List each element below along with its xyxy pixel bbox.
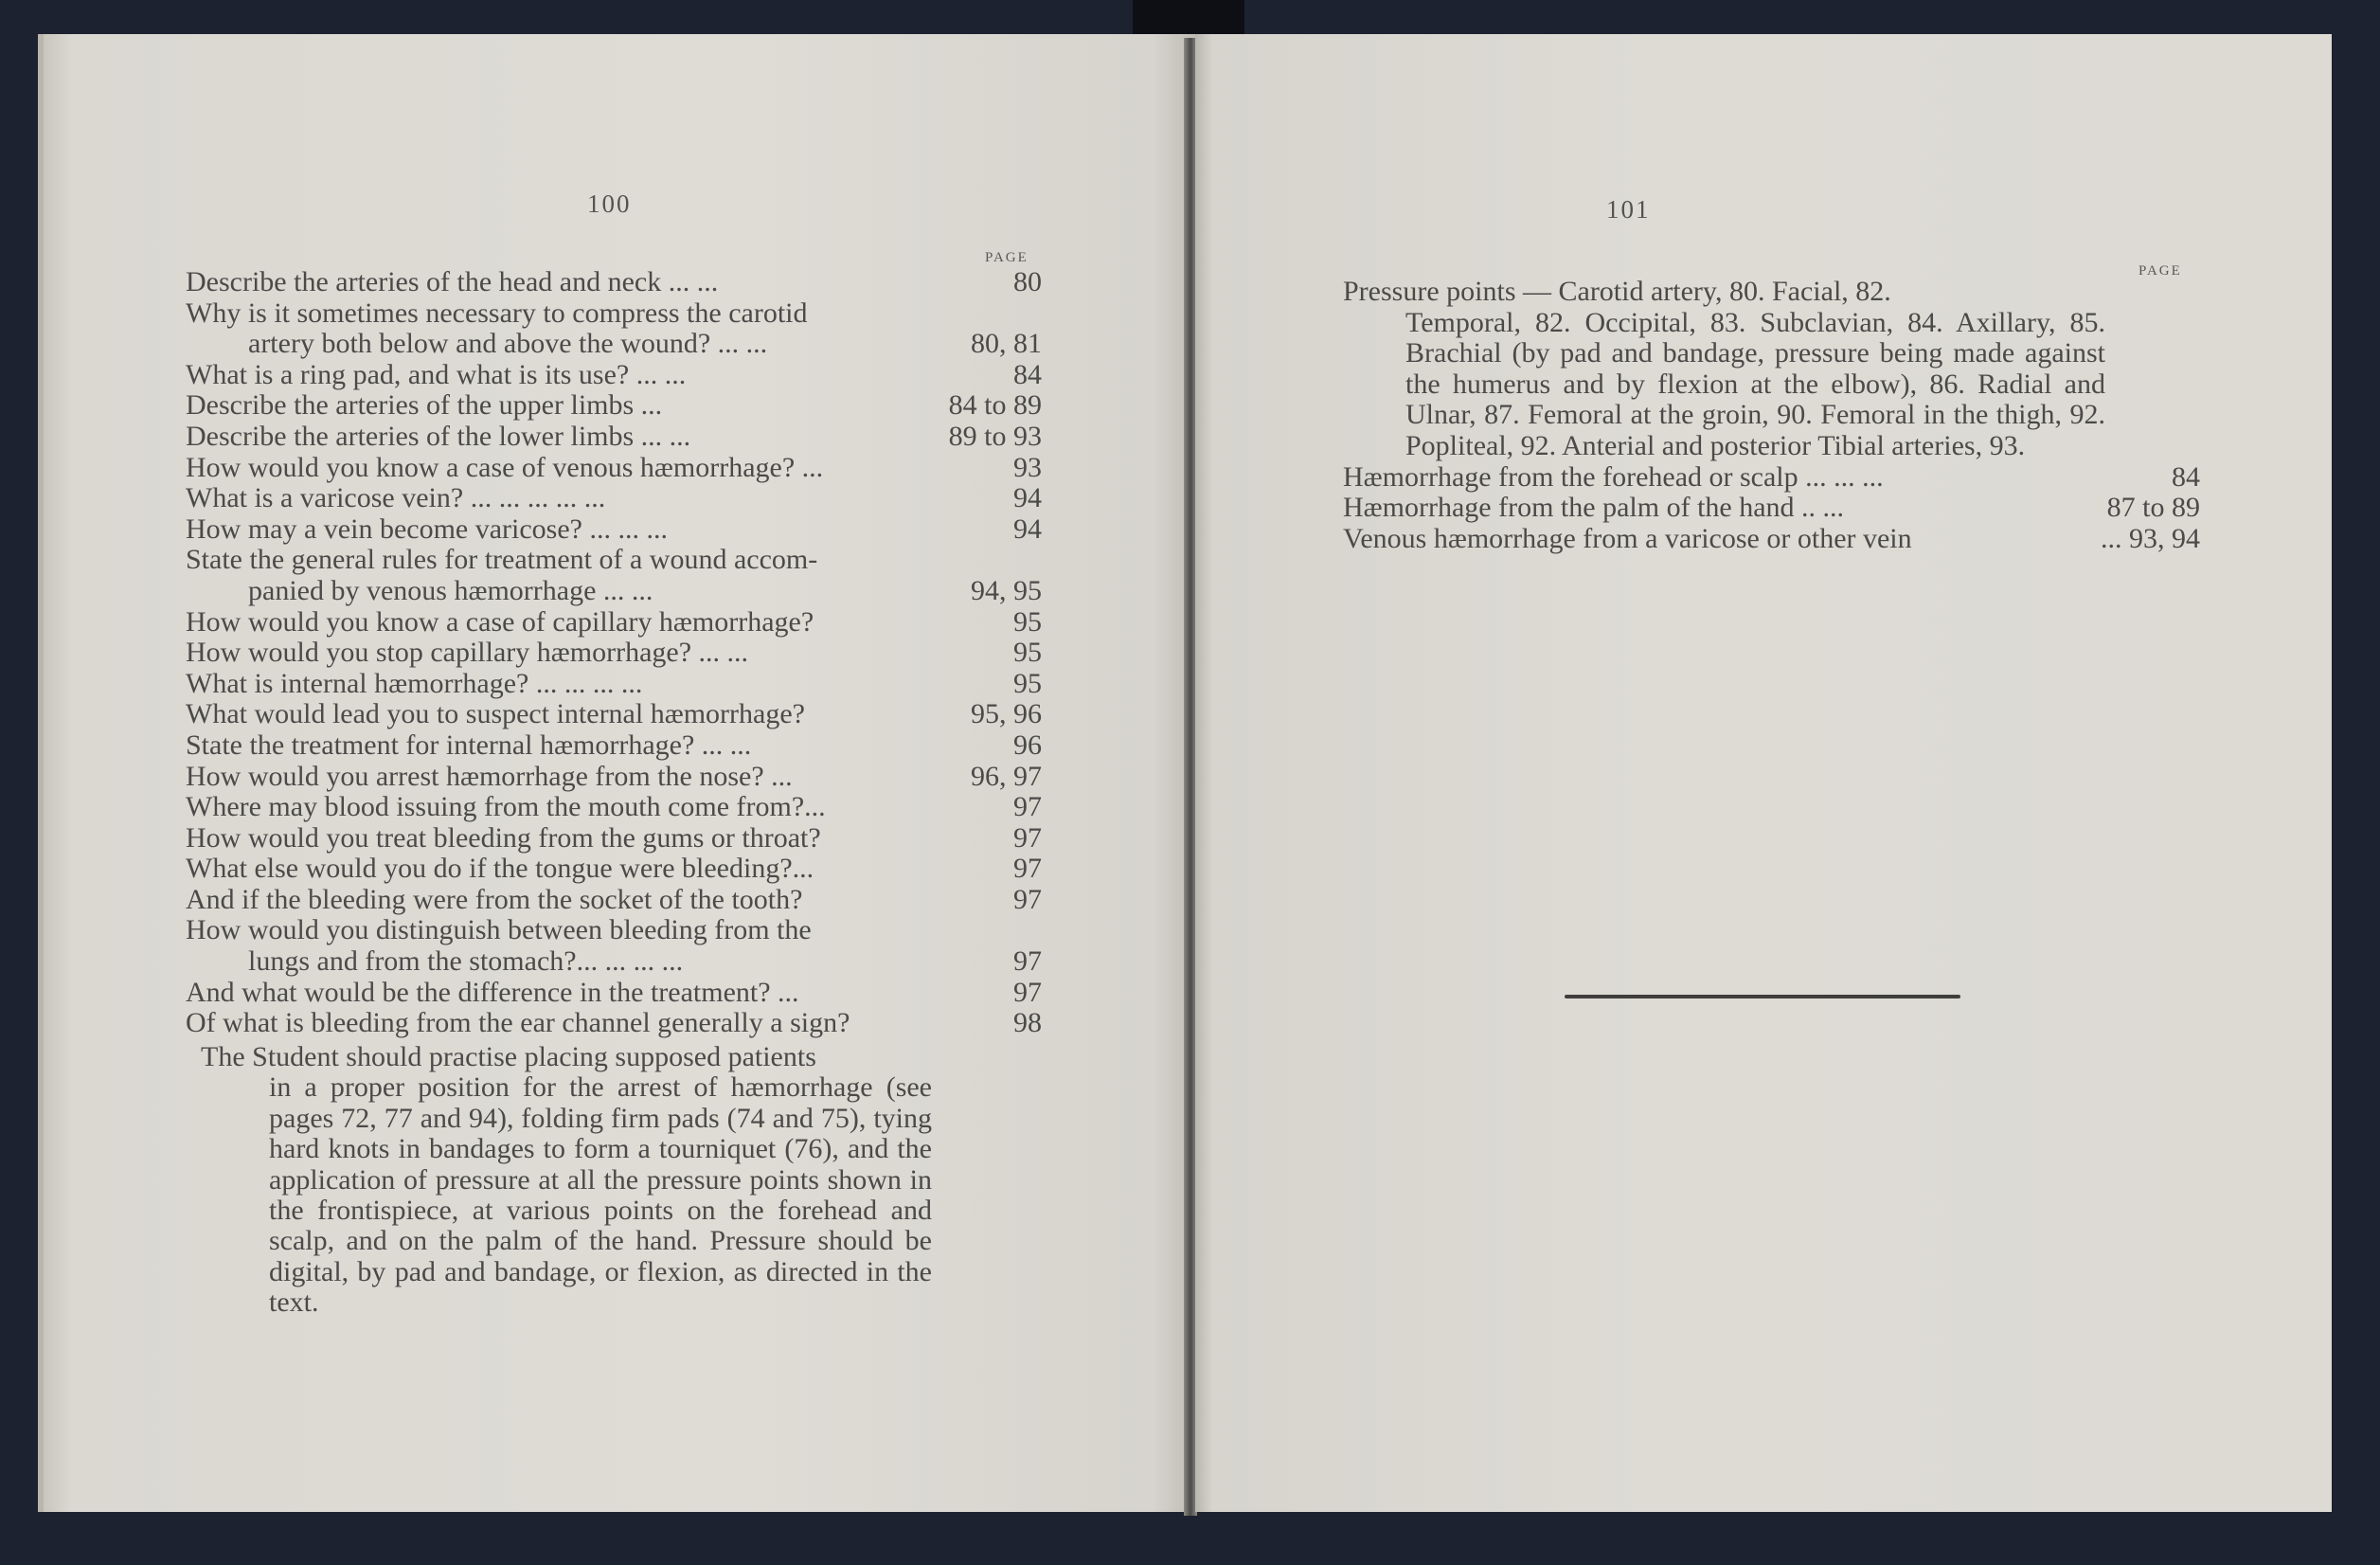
entry-text: What would lead you to suspect internal hæmorrhage? [186, 698, 805, 730]
entry-text: What else would you do if the tongue were bleeding?... [186, 853, 814, 885]
list-item [186, 823, 1042, 854]
entry-text: How would you distinguish between bleeding from the [186, 914, 812, 946]
student-note-body: in a proper position for the arrest of hæmorrhage (see pages 72, 77 and 94), folding firm pads (74 and 75), tying hard knots in bandages to form a tourniquet (76), and the application of pressure at all the pressure points shown in the frontispiece, at various points on the forehead and scalp, and on the palm of the hand. Pressure should be digital, by pad and bandage, or flexion, as directed in the text. [269, 1071, 932, 1319]
entry-page: 95 [1013, 637, 1042, 669]
list-item [1343, 462, 2200, 494]
entry-text: How would you arrest hæmorrhage from the nose? ... [186, 760, 793, 792]
entry-text: How would you stop capillary hæmorrhage? ... ... [186, 637, 749, 669]
entry-text: How would you know a case of capillary hæmorrhage? [186, 605, 814, 638]
list-item [186, 669, 1042, 700]
list-item [186, 1008, 1042, 1039]
entry-text: Hæmorrhage from the forehead or scalp ... ... ... [1343, 460, 1884, 493]
list-item [186, 978, 1042, 1009]
entry-page: 97 [1013, 853, 1042, 885]
entry-text: What is a ring pad, and what is its use? ... ... [186, 358, 687, 390]
entry-page: ... 93, 94 [2101, 522, 2200, 554]
list-item [186, 607, 1042, 639]
list-item [186, 854, 1042, 885]
entry-page: 97 [1013, 821, 1042, 854]
entry-text: And if the bleeding were from the socket of the tooth? [186, 883, 803, 915]
list-item [186, 792, 1042, 823]
entry-page: 93 [1013, 451, 1042, 483]
entry-text: State the general rules for treatment of a wound accom- [186, 544, 818, 576]
left-folio: 100 [587, 189, 632, 218]
entry-text: Describe the arteries of the lower limbs ... ... [186, 420, 691, 452]
entry-text: How may a vein become varicose? ... ... ... [186, 513, 668, 545]
entry-page: 95, 96 [971, 698, 1042, 730]
list-item [186, 483, 1042, 514]
entry-continuation: panied by venous hæmorrhage ... ... [248, 574, 653, 606]
left-page-label: PAGE [985, 250, 1029, 265]
entry-text: How would you treat bleeding from the gums or throat? [186, 821, 821, 854]
right-page-label: PAGE [2138, 263, 2182, 279]
entry-page: 84 [1013, 358, 1042, 390]
right-page [1195, 34, 2332, 1512]
list-item [1343, 524, 2200, 555]
entry-text: Of what is bleeding from the ear channel generally a sign? [186, 1007, 850, 1039]
entry-page: 95 [1013, 667, 1042, 699]
section-rule [1565, 995, 1960, 998]
entry-page: 96, 97 [971, 760, 1042, 792]
list-item [186, 360, 1042, 391]
entry-page: 94 [1013, 513, 1042, 545]
list-item [186, 298, 1042, 360]
entry-page: 84 [2172, 460, 2200, 493]
entry-text: Hæmorrhage from the palm of the hand .. ... [1343, 492, 1845, 524]
entry-page: 80, 81 [971, 328, 1042, 360]
entry-page: 97 [1013, 791, 1042, 823]
list-item [186, 762, 1042, 793]
pressure-points-body: Temporal, 82. Occipital, 83. Subclavian, 84. Axillary, 85. Brachial (by pad and bandage, pressure being made against the humerus and by flexion at the elbow), 86. Radial and Ulnar, 87. Femoral at the groin, 90. Femoral in the thigh, 92. Popliteal, 92. Anterial and posterior Tibial arteries, 93. [1405, 306, 2105, 461]
entry-text: State the treatment for internal hæmorrhage? ... ... [186, 729, 752, 761]
right-index-list [1343, 277, 2200, 554]
entry-text: Describe the arteries of the upper limbs ... [186, 389, 663, 422]
entry-page: 95 [1013, 605, 1042, 638]
entry-text: What is a varicose vein? ... ... ... ... ... [186, 482, 606, 514]
entry-text: Where may blood issuing from the mouth come from?... [186, 791, 826, 823]
list-item [186, 699, 1042, 730]
list-item [186, 638, 1042, 669]
list-item [1343, 493, 2200, 524]
entry-text: Venous hæmorrhage from a varicose or other vein [1343, 522, 1912, 554]
entry-text: Describe the arteries of the head and neck ... ... [186, 266, 719, 297]
left-index-list [186, 267, 1042, 1039]
list-item [186, 422, 1042, 453]
entry-page: 89 to 93 [948, 420, 1042, 452]
entry-text: What is internal hæmorrhage? ... ... ... ... [186, 667, 643, 699]
entry-page: 87 to 89 [2106, 492, 2200, 524]
entry-page: 94, 95 [971, 574, 1042, 606]
pressure-points-entry [1343, 277, 2200, 462]
entry-page: 97 [1013, 976, 1042, 1008]
entry-page: 84 to 89 [948, 389, 1042, 422]
entry-continuation: lungs and from the stomach?... ... ... ... [248, 945, 684, 978]
list-item [186, 545, 1042, 606]
right-folio: 101 [1606, 195, 1651, 224]
list-item [186, 730, 1042, 762]
student-note-first-line: The Student should practise placing supposed patients [201, 1041, 816, 1072]
entry-page: 94 [1013, 482, 1042, 514]
list-item [186, 885, 1042, 916]
entry-page: 98 [1013, 1007, 1042, 1039]
entry-text: Why is it sometimes necessary to compress the carotid [186, 297, 808, 329]
student-note [201, 1042, 958, 1319]
entry-text: How would you know a case of venous hæmorrhage? ... [186, 451, 824, 483]
entry-page: 97 [1013, 883, 1042, 915]
list-item [186, 453, 1042, 484]
entry-page: 96 [1013, 729, 1042, 761]
entry-page: 80 [1013, 266, 1042, 297]
entry-continuation: artery both below and above the wound? ... ... [248, 328, 768, 360]
list-item [186, 267, 1042, 298]
entry-text: And what would be the difference in the treatment? ... [186, 976, 799, 1008]
list-item [186, 390, 1042, 422]
entry-page: 97 [1013, 945, 1042, 978]
pressure-points-first-line: Pressure points — Carotid artery, 80. Facial, 82. [1343, 276, 1891, 307]
list-item [186, 915, 1042, 977]
list-item [186, 514, 1042, 546]
